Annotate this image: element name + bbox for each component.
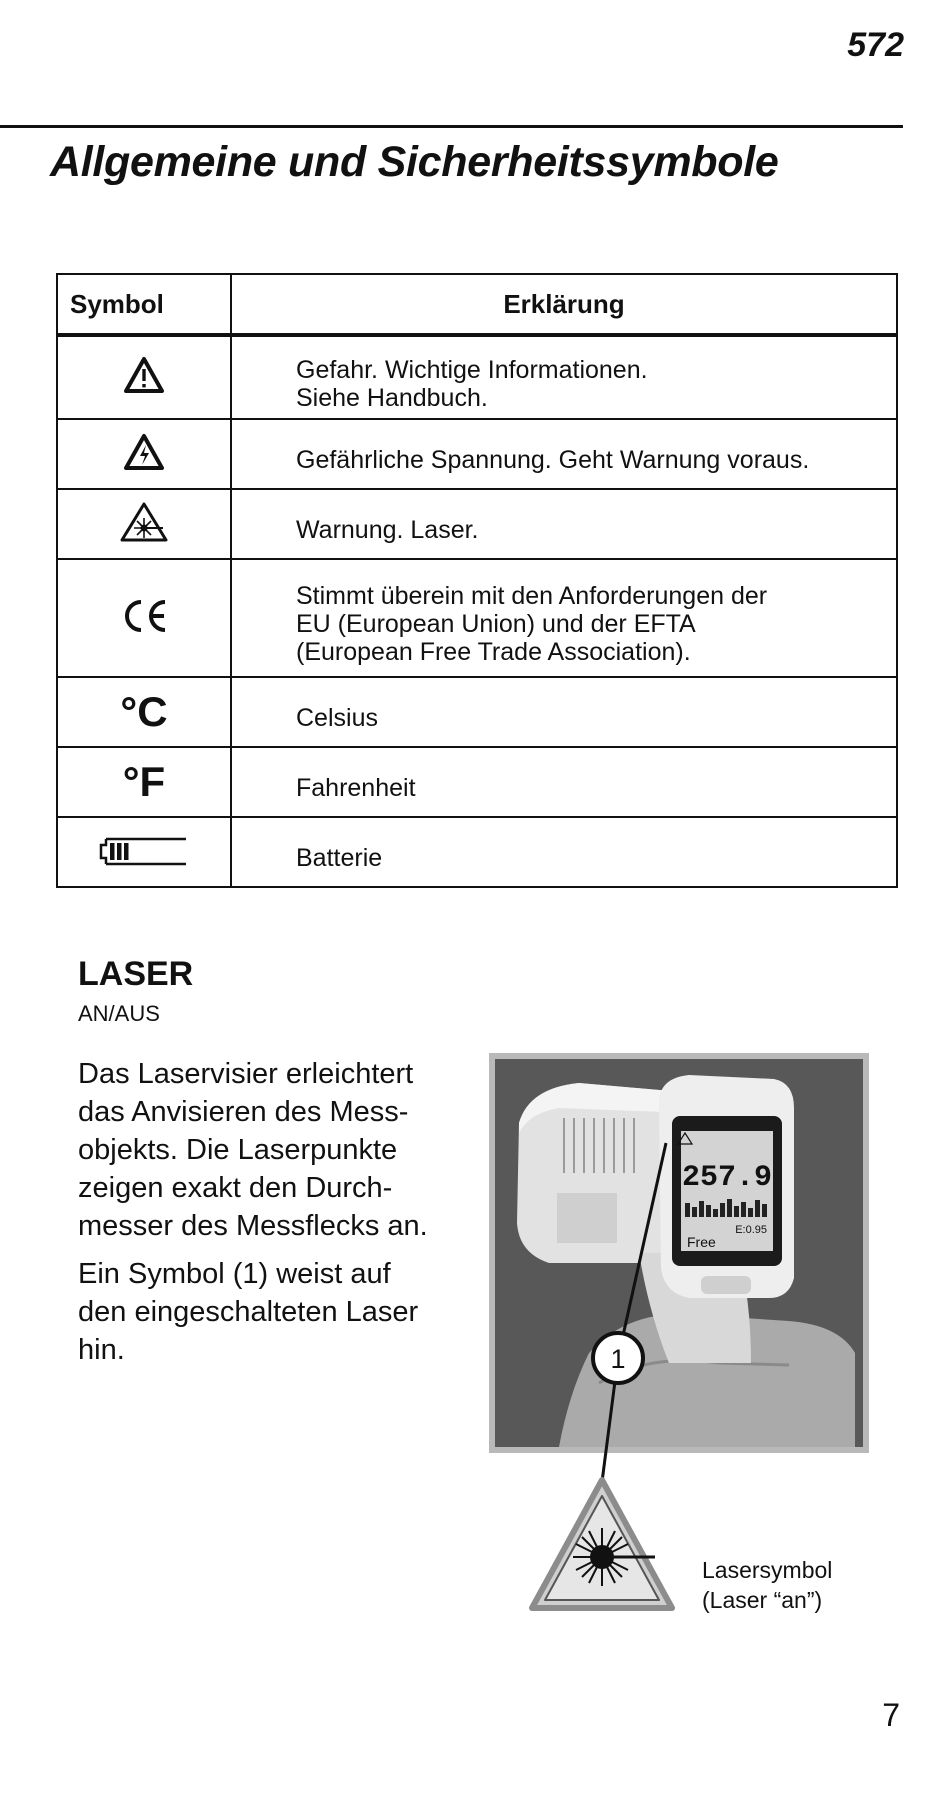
explanation-text: Stimmt überein mit den Anforderungen der EU (European Union) und der EFTA (European Free Trade Association). [296,582,768,666]
symbol-column-header: Symbol [57,274,231,335]
explanation-text: Batterie [296,844,383,872]
fahrenheit-symbol: °F [122,758,166,805]
celsius-symbol: °C [120,688,168,735]
page-number: 7 [882,1697,900,1733]
display-emissivity: E:0.95 [735,1224,767,1236]
explanation-text: Fahrenheit [296,774,416,802]
page-title: Allgemeine und Sicherheitssymbole [50,138,779,186]
callout-number: 1 [610,1344,626,1374]
laser-symbol-label: Lasersymbol (Laser “an”) [702,1557,833,1613]
document-number: 572 [847,26,904,64]
display-mode: Free [687,1234,716,1250]
laser-paragraph: Das Laservisier erleichtert das Anvisieren des Mess- objekts. Die Laserpunkte zeigen exakt den Durch- messer des Messflecks an. [78,1058,428,1242]
laser-paragraph: Ein Symbol (1) weist auf den eingeschalteten Laser hin. [78,1258,419,1366]
laser-section-title: LASER [78,955,194,993]
explanation-text: Gefahr. Wichtige Informationen. Siehe Handbuch. [296,355,648,412]
explanation-column-header: Erklärung [231,274,897,335]
explanation-text: Warnung. Laser. [296,516,479,544]
explanation-text: Gefährliche Spannung. Geht Warnung voraus. [296,446,810,474]
display-reading: 257.9 [681,1161,773,1195]
laser-section-subtitle: AN/AUS [78,1001,160,1026]
explanation-text: Celsius [296,704,378,732]
laser-warning-symbol [532,1480,672,1608]
